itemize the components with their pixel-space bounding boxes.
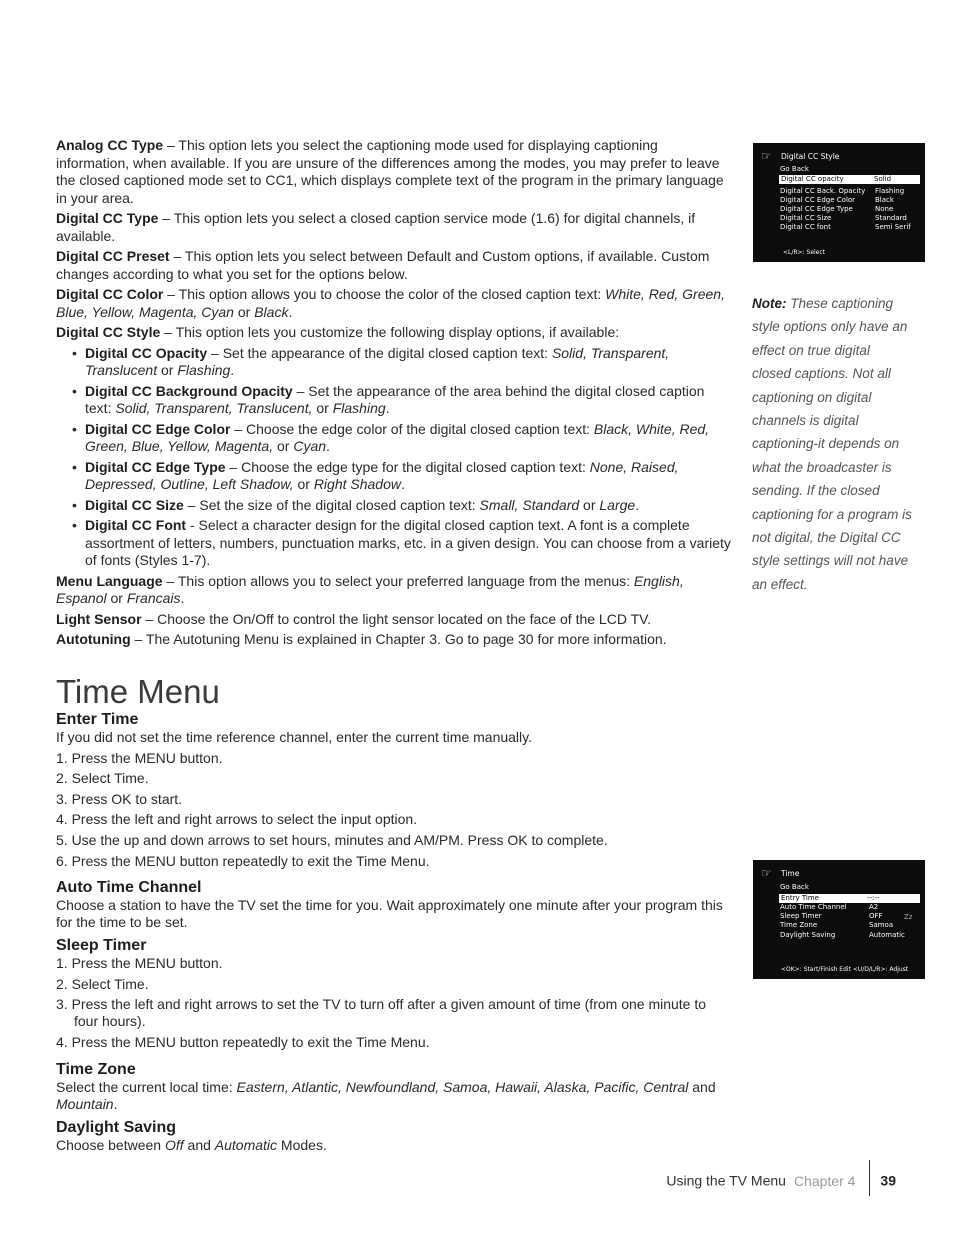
list-item: 4. Press the MENU button repeatedly to exit the Time Menu. — [56, 1033, 430, 1050]
options: Eastern, Atlantic, Newfoundland, Samoa, Hawaii, Alaska, Pacific, Central — [236, 1078, 689, 1095]
row-value: Samoa — [869, 921, 894, 929]
conj: or — [293, 476, 314, 492]
desc: – This option lets you select the captioning mode used for displaying captioning information, when available. If you are unsure of the differences among the modes, you may prefer to leave the closed captioned mode set to CC1, which displays complete text of the program in the primary language in your area. — [56, 137, 724, 206]
sleep-timer-heading: Sleep Timer — [56, 937, 147, 955]
list-item: 1. Press the MENU button. — [56, 955, 223, 972]
row-value: Flashing — [875, 187, 905, 195]
digital-cc-preset-paragraph — [56, 248, 731, 283]
list-item — [56, 517, 731, 570]
footer-chapter: Chapter 4 — [793, 1172, 856, 1189]
desc: – Choose the edge color of the digital closed caption text: — [230, 420, 594, 437]
conj: and — [688, 1078, 716, 1095]
row-value: None — [875, 205, 894, 213]
conj: or — [233, 303, 255, 320]
row-label: Digital CC Edge Type — [780, 205, 853, 213]
go-back-item: Go Back — [780, 165, 809, 173]
desc: – This option lets you select between Default and Custom options, if available. Custom changes according to what you set for the options below. — [56, 248, 710, 282]
sleep-zz-icon: Zz — [904, 913, 913, 921]
option-automatic: Automatic — [214, 1136, 278, 1153]
go-back-item: Go Back — [780, 883, 809, 891]
row-label: Digital CC font — [780, 223, 831, 231]
desc: – This option lets you select a closed caption service mode (1.6) for digital channels, if available. — [56, 210, 696, 244]
time-zone-heading: Time Zone — [56, 1060, 136, 1078]
end: . — [400, 476, 405, 492]
list-item — [56, 421, 731, 456]
conj: or — [106, 590, 127, 606]
auto-time-channel-text: Choose a station to have the TV set the time for you. Wait approximately one minute after your program this for the time to be set. — [56, 897, 723, 931]
list-item: 1. Press the MENU button. — [56, 749, 223, 766]
list-item: 3. Press OK to start. — [56, 790, 183, 807]
term: Autotuning — [56, 631, 131, 647]
conj: and — [183, 1136, 215, 1153]
footer-divider — [869, 1160, 870, 1196]
term: Digital CC Opacity — [85, 344, 208, 361]
row-label: Auto Time Channel — [780, 903, 847, 911]
daylight-saving-heading: Daylight Saving — [56, 1118, 177, 1136]
option-last: Large — [599, 496, 636, 513]
row-label: Daylight Saving — [780, 931, 836, 939]
conj: or — [157, 362, 178, 378]
term: Analog CC Type — [56, 137, 164, 153]
term: Light Sensor — [56, 610, 142, 627]
row-value: Automatic — [869, 931, 905, 939]
option-last: Cyan — [293, 438, 327, 454]
option-last: Flashing — [332, 400, 386, 416]
option-off: Off — [164, 1136, 184, 1153]
note-label: Note: — [752, 296, 787, 311]
term: Digital CC Preset — [56, 248, 170, 264]
osd-title: Digital CC Style — [781, 152, 840, 161]
page-number: 39 — [880, 1172, 896, 1189]
list-item — [56, 459, 731, 494]
osd-footer-hint: <L/R>: Select — [783, 249, 826, 256]
auto-time-channel-heading: Auto Time Channel — [56, 879, 202, 897]
option-last: Black — [254, 303, 289, 320]
list-item — [56, 497, 731, 515]
options: Black, White, Red, Green, Blue, Yellow, Magenta, — [85, 420, 710, 454]
desc: – Set the appearance of the area behind the digital closed caption text: — [85, 382, 705, 416]
time-menu-section — [56, 710, 731, 1154]
row-value: Black — [875, 196, 894, 204]
row-value: Semi Serif — [875, 223, 911, 231]
end: . — [635, 496, 640, 513]
row-value: Solid — [874, 175, 892, 183]
digital-cc-type-paragraph — [56, 210, 731, 245]
term: Digital CC Background Opacity — [85, 382, 293, 399]
enter-time-intro: If you did not set the time reference channel, enter the current time manually. — [56, 729, 532, 745]
conj: or — [312, 400, 333, 416]
end: . — [288, 303, 293, 320]
row-label: Time Zone — [780, 921, 818, 929]
osd-row-selected — [779, 175, 920, 184]
hand-pointer-icon: ☞ — [761, 866, 772, 880]
end: . — [326, 438, 330, 454]
autotuning-paragraph — [56, 631, 731, 649]
option-last: Flashing — [177, 362, 231, 378]
row-value: OFF — [869, 912, 883, 920]
list-item: 2. Select Time. — [56, 975, 149, 992]
row-value: A2 — [869, 903, 879, 911]
conj: or — [579, 496, 600, 513]
enter-time-heading: Enter Time — [56, 711, 139, 728]
list-item: 4. Press the left and right arrows to select the input option. — [56, 811, 418, 828]
row-label: Digital CC Size — [780, 214, 832, 222]
note-text: These captioning style options only have an effect on true digital closed captions. Not all captioning on digital channels is digital captioning-it depends on what the broadcaster is sending. If the closed captioning for a program is not digital, the Digital CC style settings will not have an effect. — [752, 296, 912, 592]
osd-row-selected — [779, 894, 920, 903]
digital-cc-color-paragraph — [56, 286, 731, 321]
digital-cc-style-paragraph — [56, 324, 731, 342]
desc: – Set the appearance of the digital closed caption text: — [207, 344, 552, 361]
options: Small, Standard — [479, 496, 580, 513]
light-sensor-paragraph — [56, 611, 731, 629]
list-item — [56, 383, 731, 418]
term: Digital CC Edge Color — [85, 420, 231, 437]
term: Digital CC Font — [85, 517, 187, 533]
row-value: Standard — [875, 214, 907, 222]
time-zone-text — [56, 1079, 731, 1113]
list-item: 5. Use the up and down arrows to set hours, minutes and AM/PM. Press OK to complete. — [56, 831, 608, 848]
captioning-note — [752, 292, 912, 596]
list-item: 3. Press the left and right arrows to set the TV to turn off after a given amount of time (from one minute to four hours). — [56, 996, 707, 1030]
end: . — [230, 362, 235, 378]
desc: – This option allows you to select your preferred language from the menus: — [162, 572, 634, 589]
row-label: Entry Time — [781, 894, 819, 902]
term: Digital CC Style — [56, 324, 161, 340]
desc: – Set the size of the digital closed caption text: — [183, 496, 480, 513]
end: . — [180, 590, 185, 606]
desc: Select the current local time: — [56, 1078, 237, 1095]
digital-cc-style-menu-screenshot — [753, 143, 925, 262]
option-last: Francais — [126, 590, 181, 606]
desc: – The Autotuning Menu is explained in Chapter 3. Go to page 30 for more information. — [130, 631, 667, 647]
options: None, Raised, Depressed, Outline, Left Shadow, — [85, 458, 679, 492]
options: White, Red, Green, Blue, Yellow, Magenta, Cyan — [56, 286, 725, 320]
menu-language-paragraph — [56, 573, 731, 608]
desc: – This option lets you customize the following display options, if available: — [160, 324, 620, 340]
hand-pointer-icon: ☞ — [761, 149, 772, 163]
osd-title: Time — [781, 869, 800, 878]
page-footer — [666, 1164, 896, 1200]
row-value: --:-- — [867, 894, 880, 902]
desc: – Choose the edge type for the digital closed caption text: — [225, 458, 590, 475]
term: Menu Language — [56, 572, 163, 589]
conj: or — [273, 438, 294, 454]
desc: – This option allows you to choose the color of the closed caption text: — [163, 286, 606, 302]
option-last: Right Shadow — [313, 476, 401, 492]
cc-options-column — [56, 137, 731, 652]
term: Digital CC Color — [56, 286, 164, 302]
time-menu-screenshot — [753, 860, 925, 979]
analog-cc-type-paragraph — [56, 137, 731, 207]
list-item: 2. Select Time. — [56, 770, 149, 787]
options: Solid, Transparent, Translucent — [85, 344, 670, 378]
end: . — [113, 1095, 118, 1112]
desc: Choose between — [56, 1136, 165, 1153]
desc: - Select a character design for the digital closed caption text. A font is a complete assortment of letters, numbers, punctuation marks, etc. in a given design. You can choose from a variety of fonts (Styles 1-7). — [85, 517, 731, 568]
term: Digital CC Type — [56, 210, 159, 226]
term: Digital CC Size — [85, 496, 184, 513]
options: Solid, Transparent, Translucent, — [115, 400, 313, 416]
osd-footer-hint: <OK>: Start/Finish Edit <U/D/L/R>: Adjust — [781, 966, 909, 973]
row-label: Digital CC opacity — [781, 175, 844, 183]
options: English, Espanol — [56, 572, 684, 606]
row-label: Digital CC Back. Opacity — [780, 187, 866, 195]
list-item — [56, 345, 731, 380]
daylight-saving-text — [56, 1137, 731, 1154]
option-last: Mountain — [56, 1095, 114, 1112]
page-title: Time Menu — [56, 673, 220, 710]
row-label: Sleep Timer — [780, 912, 822, 920]
row-label: Digital CC Edge Color — [780, 196, 856, 204]
list-item: 6. Press the MENU button repeatedly to exit the Time Menu. — [56, 852, 430, 869]
style-options-list — [56, 345, 731, 570]
desc: – Choose the On/Off to control the light sensor located on the face of the LCD TV. — [141, 610, 652, 627]
footer-section-title: Using the TV Menu — [666, 1172, 786, 1189]
end: Modes. — [277, 1136, 327, 1153]
end: . — [385, 400, 390, 416]
term: Digital CC Edge Type — [85, 458, 226, 475]
